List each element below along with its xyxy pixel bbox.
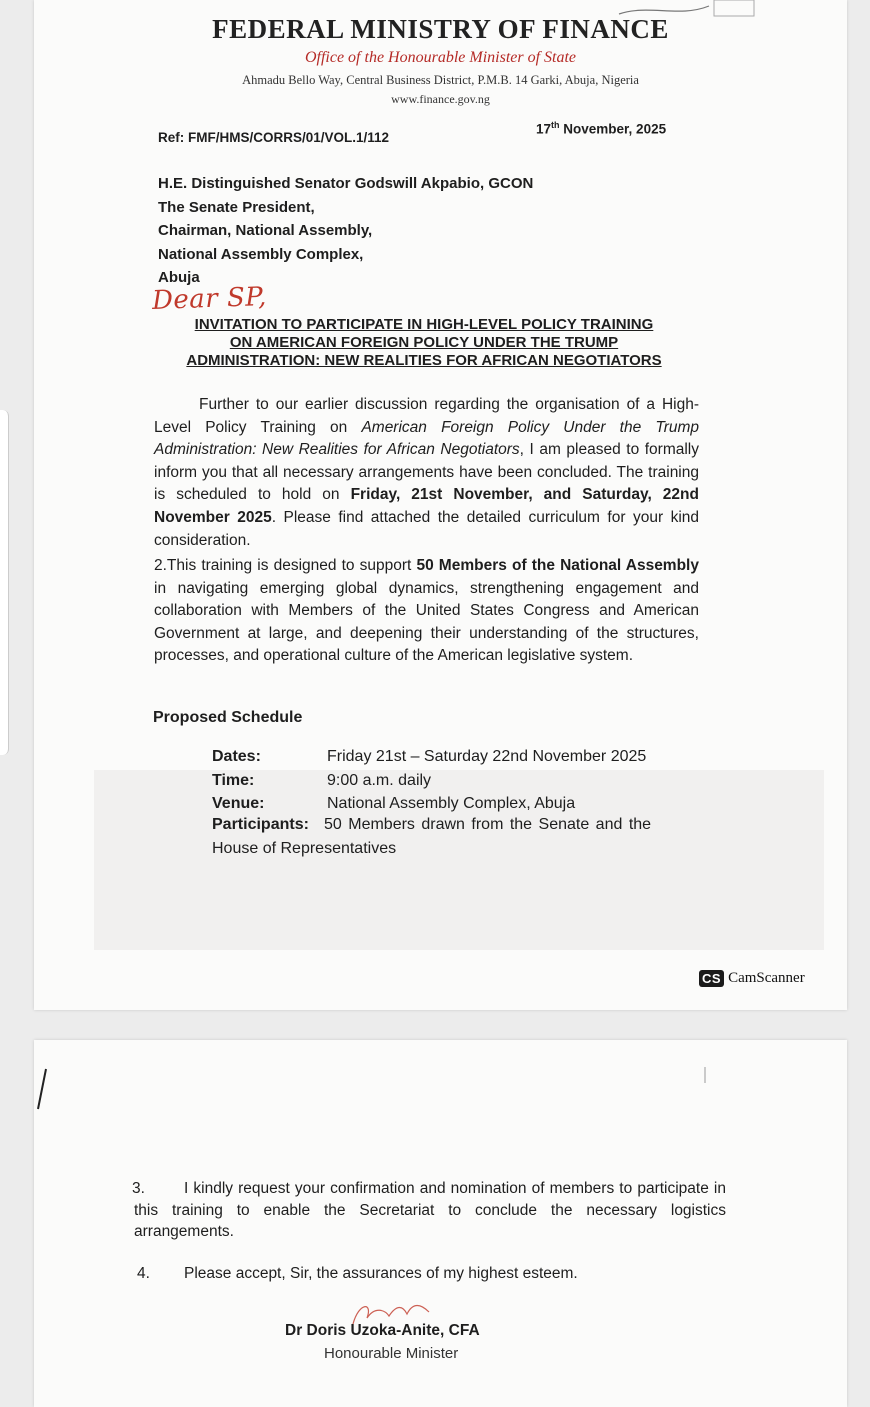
side-scroll-tab <box>0 410 9 755</box>
paragraph-3: I kindly request your confirmation and nomination of members to participate in this training to enable the Secretariat to conclude the necessary logistics arrangements. <box>134 1180 726 1240</box>
pen-mark-icon <box>34 1065 54 1115</box>
venue-label: Venue: <box>212 795 265 812</box>
paragraph-1: Further to our earlier discussion regarding the organisation of a High-Level Policy Training on American Foreign Policy Under the Trump Administration: New Realities for African Negotiators, I am pleased to formally inform you that all necessary arrangements have been concluded. The training is scheduled to hold on Friday, 21st November, and Saturday, 22nd November 2025. Please find attached the detailed curriculum for your kind consideration. <box>154 396 700 549</box>
recipient-line: The Senate President, <box>158 198 315 216</box>
participants-value: 50 Members drawn from the Senate and the <box>324 816 652 833</box>
paragraph-4-number: 4. <box>137 1265 150 1282</box>
participants-value-cont: House of Representatives <box>212 840 397 857</box>
letter-subject: INVITATION TO PARTICIPATE IN HIGH-LEVEL POLICY TRAINING ON AMERICAN FOREIGN POLICY UNDER THE TRUMP ADMINISTRATION: NEW REALITIES FOR AFRICAN NEGOTIATORS <box>186 316 662 369</box>
paragraph-3-number: 3. <box>132 1180 145 1197</box>
recipient-line: National Assembly Complex, <box>158 245 364 263</box>
dates-value: Friday 21st – Saturday 22nd November 2025 <box>327 748 647 765</box>
reference-number: Ref: FMF/HMS/CORRS/01/VOL.1/112 <box>158 130 390 145</box>
ministry-address: Ahmadu Bello Way, Central Business District, P.M.B. 14 Garki, Abuja, Nigeria <box>242 73 639 87</box>
time-label: Time: <box>212 772 255 789</box>
signatory-title: Honourable Minister <box>324 1345 459 1362</box>
office-subtitle: Office of the Honourable Minister of State <box>304 49 577 66</box>
camscanner-label: CamScanner <box>728 970 805 986</box>
camscanner-icon: CS <box>699 970 724 987</box>
recipient-address <box>158 172 533 290</box>
signatory-name: Dr Doris Uzoka-Anite, CFA <box>285 1322 480 1339</box>
camscanner-watermark <box>699 970 805 987</box>
pen-mark-icon <box>702 1065 708 1085</box>
paragraph-4: Please accept, Sir, the assurances of my highest esteem. <box>184 1265 578 1282</box>
participants-label: Participants: <box>212 816 309 833</box>
schedule-heading: Proposed Schedule <box>153 709 303 726</box>
handwritten-salutation: Dear SP, <box>151 282 268 316</box>
letter-page-1 <box>34 0 847 1010</box>
letter-date: 17th November, 2025 <box>536 120 667 137</box>
time-value: 9:00 a.m. daily <box>327 772 432 789</box>
paragraph-2: 2.This training is designed to support 50 Members of the National Assembly in navigating emerging global dynamics, strengthening engagement and collaboration with Members of the United States Congress and American Government at large, and deepening their understanding of the structures, processes, and operational culture of the American legislative system. <box>154 557 699 665</box>
ministry-title: FEDERAL MINISTRY OF FINANCE <box>212 14 669 44</box>
recipient-line: Abuja <box>158 269 200 286</box>
recipient-line: Chairman, National Assembly, <box>158 222 373 239</box>
ministry-website: www.finance.gov.ng <box>391 92 490 106</box>
recipient-line: H.E. Distinguished Senator Godswill Akpabio, GCON <box>158 175 534 192</box>
venue-value: National Assembly Complex, Abuja <box>327 795 576 812</box>
dates-label: Dates: <box>212 748 261 765</box>
